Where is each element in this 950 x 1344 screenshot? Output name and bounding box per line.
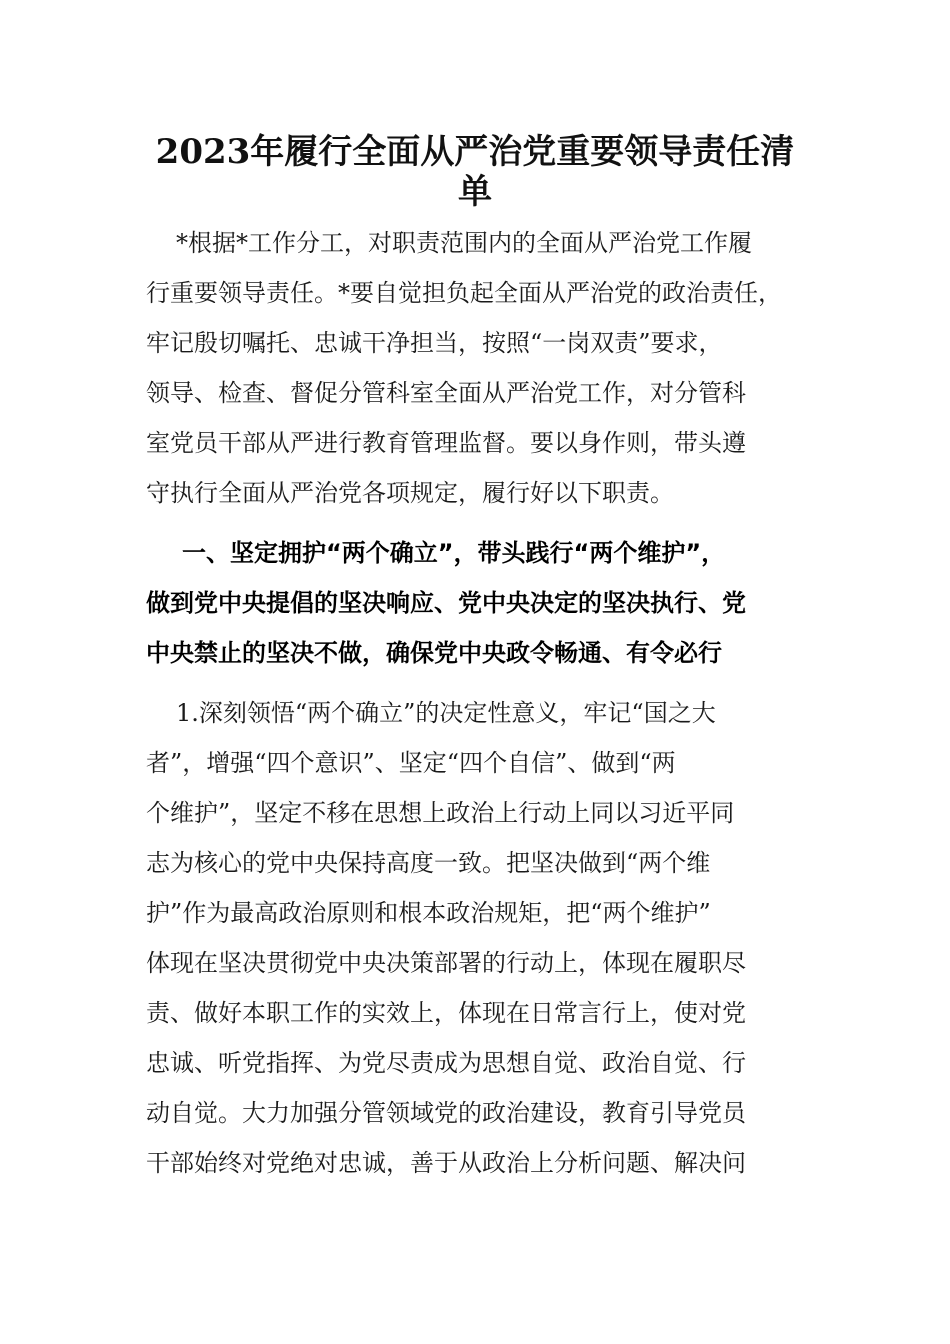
paragraph-intro-line: 牢记殷切嘱托、忠诚干净担当，按照“一岗双责”要求，: [146, 329, 723, 357]
paragraph-intro-line: 室党员干部从严进行教育管理监督。要以身作则，带头遵: [146, 429, 746, 457]
section-heading-line: 做到党中央提倡的坚决响应、党中央决定的坚决执行、党: [146, 589, 746, 617]
section-heading-line: 一、坚定拥护“两个确立”，带头践行“两个维护”，: [182, 539, 726, 567]
document-title-line-1: 2023年履行全面从严治党重要领导责任清: [155, 132, 795, 172]
item-paragraph-line: 个维护”，坚定不移在思想上政治上行动上同以习近平同: [146, 799, 735, 827]
paragraph-intro-line: 行重要领导责任。*要自觉担负起全面从严治党的政治责任，: [146, 279, 782, 307]
paragraph-intro-line: *根据*工作分工，对职责范围内的全面从严治党工作履: [176, 229, 752, 257]
item-paragraph-line: 干部始终对党绝对忠诚，善于从政治上分析问题、解决问: [146, 1149, 746, 1177]
item-paragraph-line: 责、做好本职工作的实效上，体现在日常言行上，使对党: [146, 999, 746, 1027]
paragraph-intro-line: 领导、检查、督促分管科室全面从严治党工作，对分管科: [146, 379, 746, 407]
item-paragraph-line: 体现在坚决贯彻党中央决策部署的行动上，体现在履职尽: [146, 949, 746, 977]
paragraph-intro-line: 守执行全面从严治党各项规定，履行好以下职责。: [146, 479, 674, 507]
item-paragraph-line: 忠诚、听党指挥、为党尽责成为思想自觉、政治自觉、行: [146, 1049, 746, 1077]
document-title-line-2: 单: [458, 172, 492, 212]
item-paragraph-line: 1.深刻领悟“两个确立”的决定性意义，牢记“国之大: [176, 699, 716, 727]
item-paragraph-line: 志为核心的党中央保持高度一致。把坚决做到“两个维: [146, 849, 711, 877]
item-paragraph-line: 动自觉。大力加强分管领域党的政治建设，教育引导党员: [146, 1099, 746, 1127]
section-heading-line: 中央禁止的坚决不做，确保党中央政令畅通、有令必行: [146, 639, 722, 667]
item-paragraph-line: 护”作为最高政治原则和根本政治规矩，把“两个维护”: [146, 899, 711, 927]
item-paragraph-line: 者”，增强“四个意识”、坚定“四个自信”、做到“两: [146, 749, 676, 777]
